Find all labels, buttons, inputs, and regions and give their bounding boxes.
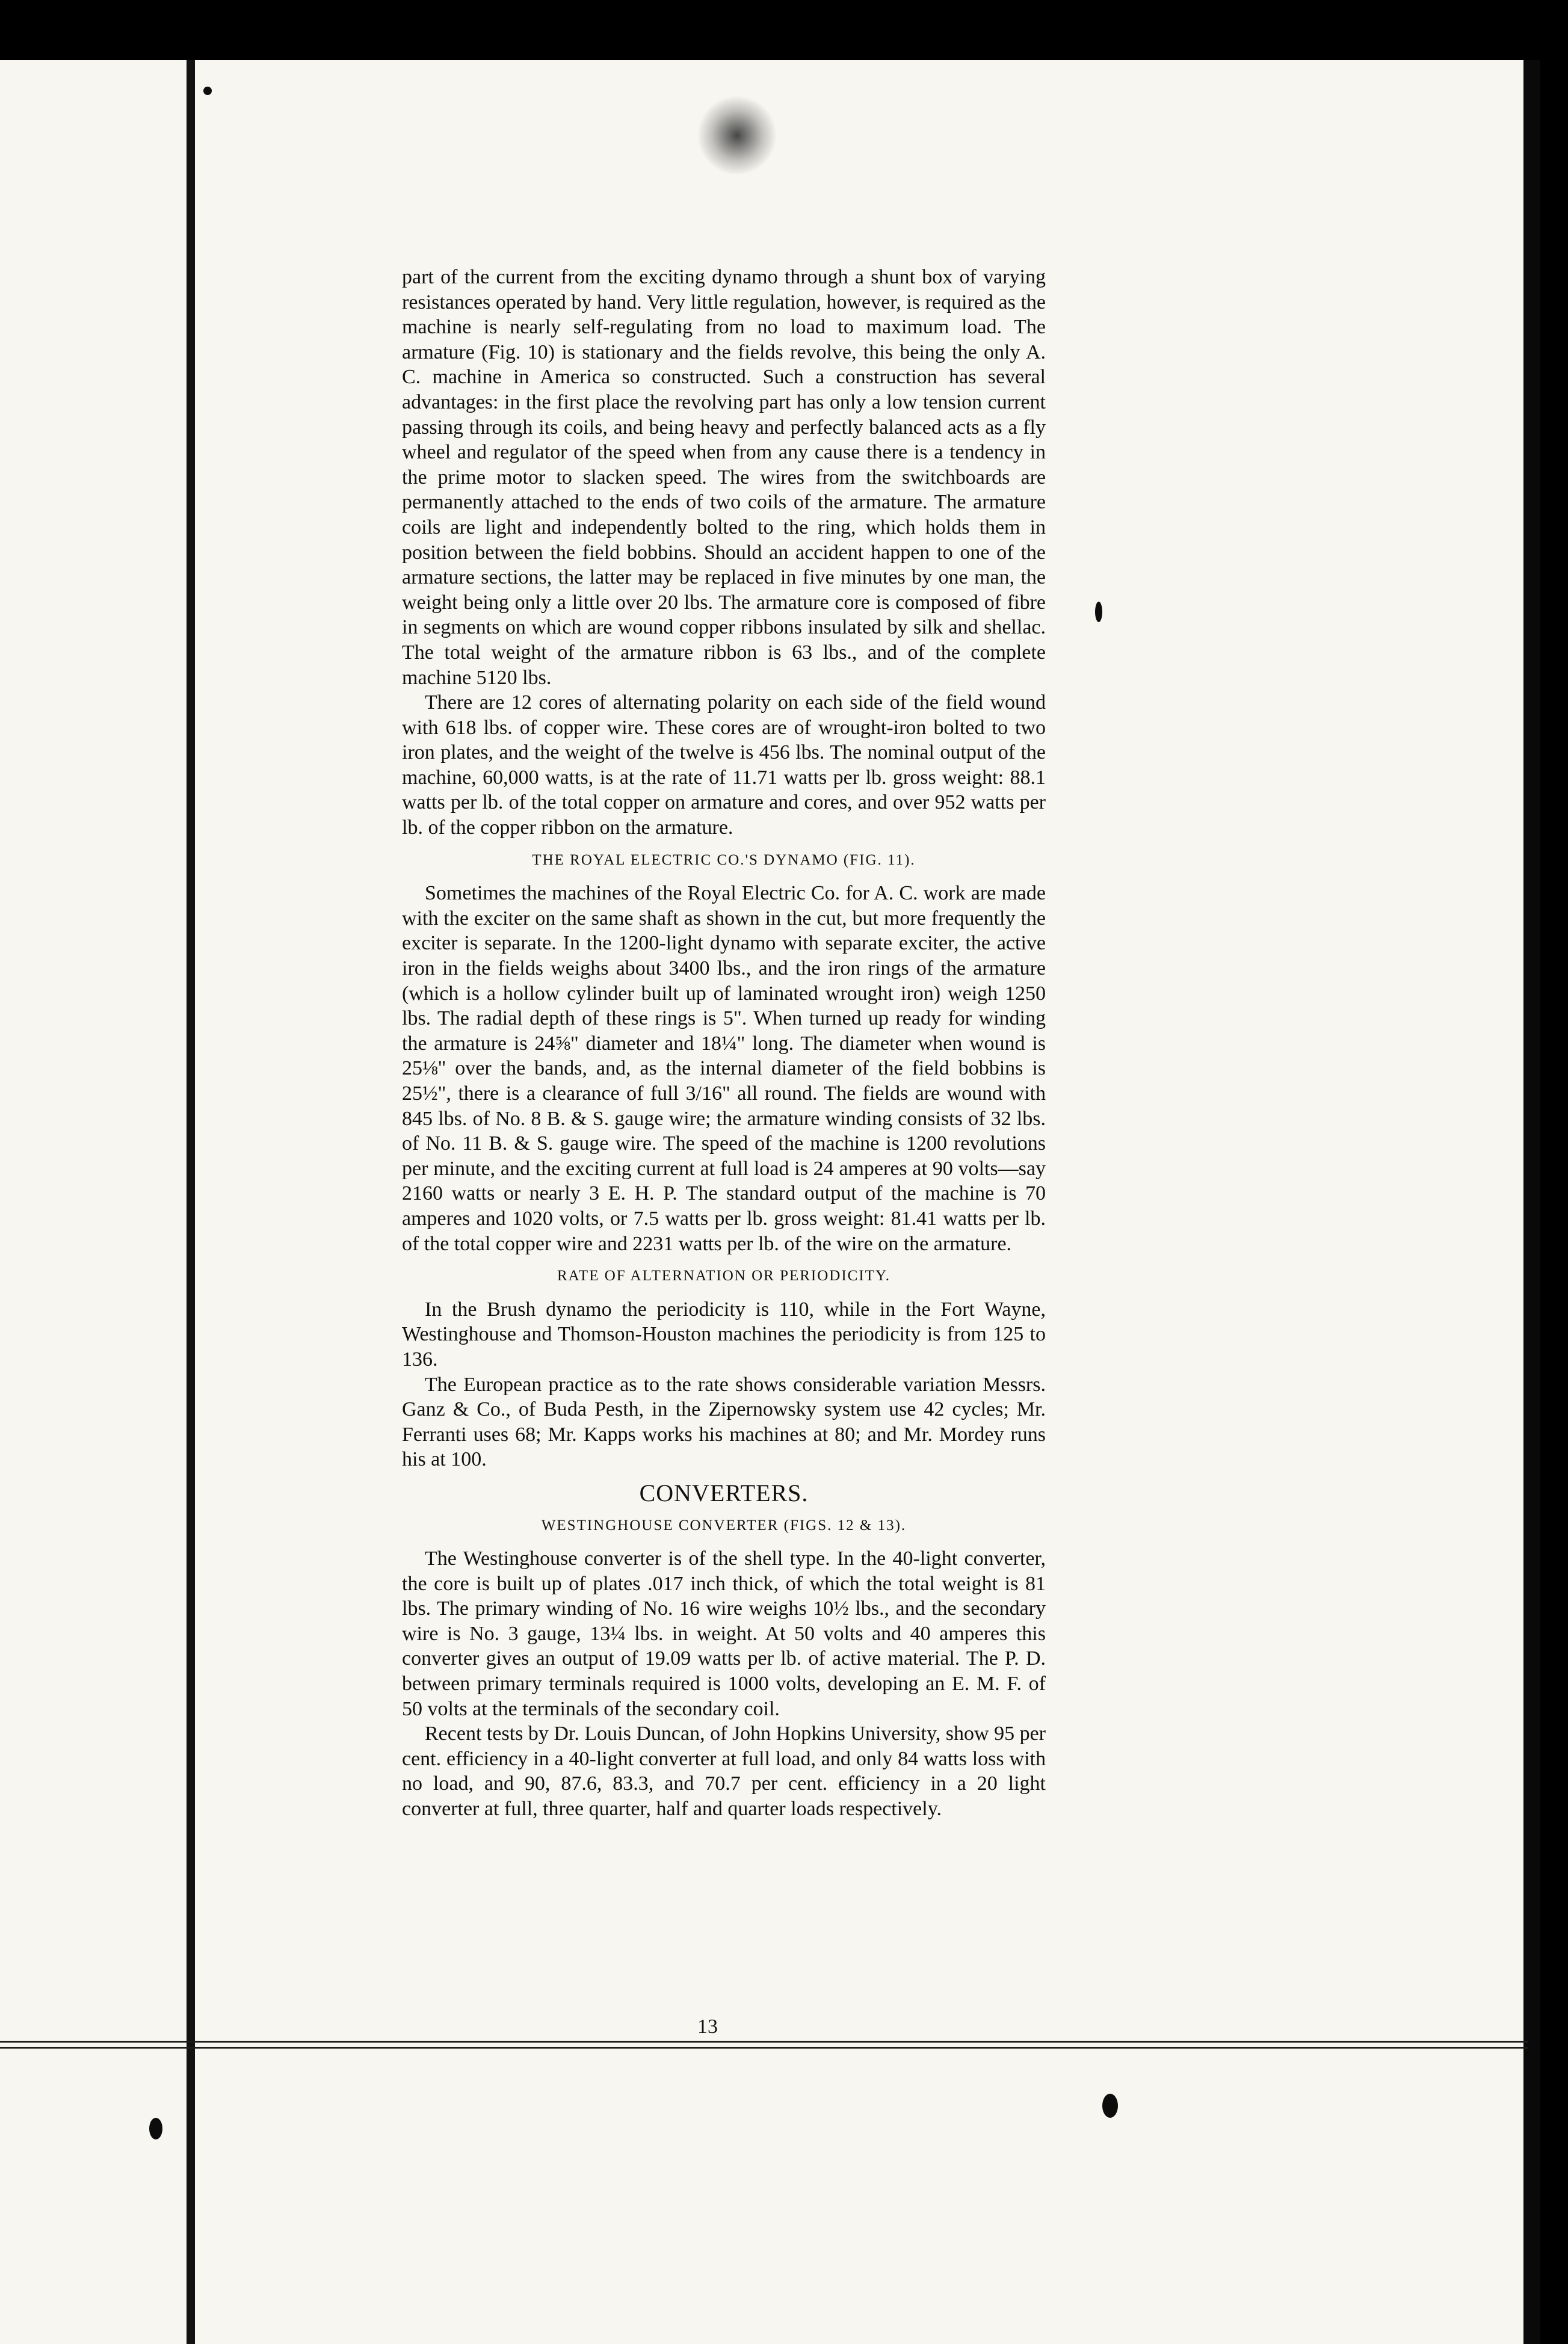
footer-rule xyxy=(0,2047,1528,2049)
body-paragraph: part of the current from the exciting dynamo through a shunt box of varying resistances operated by hand. Very little regulation, however, is required as the machine is nearly self-regulating from no load to maximum load. The armature (Fig. 10) is stationary and the fields revolve, this being the only A. C. machine in America so constructed. Such a construction has several advantages: in the first place the revolving part has only a low tension current passing through its coils, and being heavy and perfectly balanced acts as a fly wheel and regulator of the speed when from any cause there is a tendency in the prime motor to slacken speed. The wires from the switchboards are permanently attached to the ends of two coils of the armature. The armature coils are light and independently bolted to the ring, which holds them in position between the field bobbins. Should an accident happen to one of the armature sections, the latter may be replaced in five minutes by one man, the weight being only a little over 20 lbs. The armature core is composed of fibre in segments on which are wound copper ribbons insulated by silk and shellac. The total weight of the armature ribbon is 63 lbs., and of the complete machine 5120 lbs. xyxy=(402,266,1046,689)
ink-smudge xyxy=(698,96,776,174)
section-heading-royal: THE ROYAL ELECTRIC CO.'S DYNAMO (FIG. 11). xyxy=(532,851,916,868)
body-paragraph: In the Brush dynamo the periodicity is 110, while in the Fort Wayne, Westinghouse and Thomson-Houston machines the periodicity is from 125 to 136. xyxy=(402,1298,1046,1371)
footer-rule xyxy=(0,2041,1528,2043)
body-paragraph: There are 12 cores of alternating polarity on each side of the field wound with 618 lbs. of copper wire. These cores are of wrought-iron bolted to two iron plates, and the weight of the twelve is 456 lbs. The nominal output of the machine, 60,000 watts, is at the rate of 11.71 watts per lb. gross weight: 88.1 watts per lb. of the total copper on armature and cores, and over 952 watts per lb. of the copper ribbon on the armature. xyxy=(402,691,1046,839)
scanned-page xyxy=(0,60,1540,2344)
body-paragraph: The European practice as to the rate shows considerable variation Messrs. Ganz & Co., of Buda Pesth, in the Zipernowsky system use 42 cycles; Mr. Ferranti uses 68; Mr. Kapps works his machines at 80; and Mr. Mordey runs his at 100. xyxy=(402,1373,1046,1471)
body-paragraph: Sometimes the machines of the Royal Electric Co. for A. C. work are made with the exciter on the same shaft as shown in the cut, but more frequently the exciter is separate. In the 1200-light dynamo with separate exciter, the active iron in the fields weighs about 3400 lbs., and the iron rings of the armature (which is a hollow cylinder built up of laminated wrought iron) weigh 1250 lbs. The radial depth of these rings is 5". When turned up ready for winding the armature is 24⅝" diameter and 18¼" long. The diameter when wound is 25⅛" over the bands, and, as the internal diameter of the field bobbins is 25½", there is a clearance of full 3/16" all round. The fields are wound with 845 lbs. of No. 8 B. & S. gauge wire; the armature winding consists of 32 lbs. of No. 11 B. & S. gauge wire. The speed of the machine is 1200 revolutions per minute, and the exciting current at full load is 24 amperes at 90 volts—say 2160 watts or nearly 3 E. H. P. The standard output of the machine is 70 amperes and 1020 volts, or 7.5 watts per lb. gross weight: 81.41 watts per lb. of the total copper wire and 2231 watts per lb. of the wire on the armature. xyxy=(402,882,1046,1255)
ink-blot xyxy=(1102,2094,1118,2118)
section-heading-rate: RATE OF ALTERNATION OR PERIODICITY. xyxy=(557,1268,891,1285)
ink-blot xyxy=(203,87,212,95)
page-right-edge xyxy=(1523,60,1540,2344)
page-spine-shadow xyxy=(187,60,195,2344)
body-paragraph: The Westinghouse converter is of the shell type. In the 40-light converter, the core is built up of plates .017 inch thick, of which the total weight is 81 lbs. The primary winding of No. 16 wire weighs 10½ lbs., and the secondary wire is No. 3 gauge, 13¼ lbs. in weight. At 50 volts and 40 amperes this converter gives an output of 19.09 watts per lb. of active material. The P. D. between primary terminals required is 1000 volts, developing an E. M. F. of 50 volts at the terminals of the secondary coil. xyxy=(402,1547,1046,1720)
section-heading-converters: CONVERTERS. xyxy=(639,1479,809,1507)
ink-blot xyxy=(1095,602,1102,622)
section-heading-westinghouse: WESTINGHOUSE CONVERTER (FIGS. 12 & 13). xyxy=(541,1517,907,1534)
ink-blot xyxy=(149,2118,162,2139)
body-paragraph: Recent tests by Dr. Louis Duncan, of John Hopkins University, show 95 per cent. efficiency in a 40-light converter at full load, and only 84 watts loss with no load, and 90, 87.6, 83.3, and 70.7 per cent. efficiency in a 20 light converter at full, three quarter, half and quarter loads respectively. xyxy=(402,1723,1046,1821)
text-column xyxy=(402,265,1046,1822)
page-number: 13 xyxy=(697,2016,718,2038)
